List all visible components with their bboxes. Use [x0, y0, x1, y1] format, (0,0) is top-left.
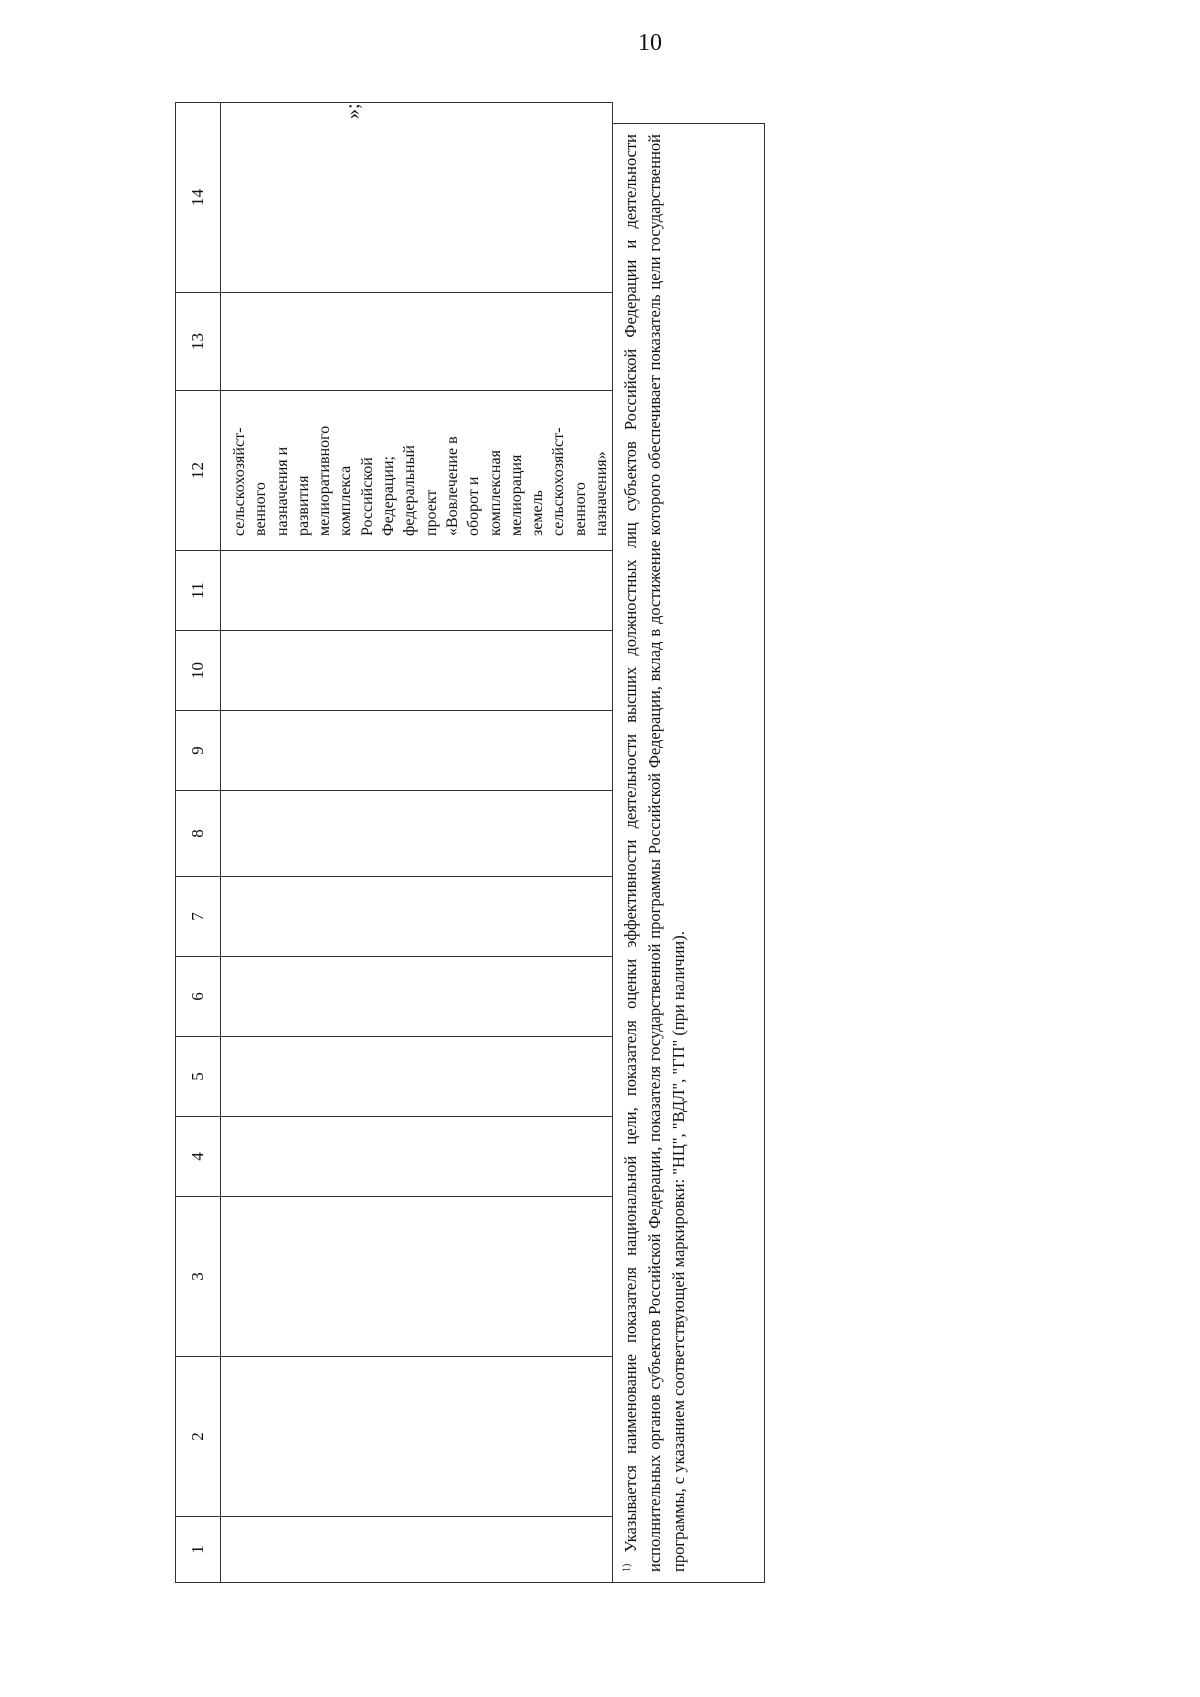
- cell-line: комплекса: [337, 465, 355, 536]
- table-cell: [221, 1517, 613, 1583]
- footnote: [613, 123, 765, 1583]
- footnote-text: Указывается наименование показателя национальной цели, показателя оценки эффективности деятельности высших должностных лиц субъектов Российской Федерации и деятельности исполнительных органов субъектов Российской Федерации, показателя государственной программы Российской Федерации, вклад в достижение которого обеспечивает показатель цели государственной программы, с указанием соответствующей маркировки: "НЦ", "ВДЛ", "ГП" (при наличии).: [621, 134, 689, 1572]
- column-header: 8: [176, 791, 221, 877]
- page-number: 10: [638, 30, 662, 56]
- cell-line: оборот и: [465, 476, 483, 536]
- rotated-table-block: [175, 103, 785, 1583]
- table-cell: [221, 1037, 613, 1117]
- indicators-table: [175, 102, 613, 1583]
- table-cell: [221, 103, 613, 293]
- column-header: 4: [176, 1117, 221, 1197]
- table-cell-col12: [221, 391, 613, 551]
- table-cell: [221, 791, 613, 877]
- cell-line: «Вовлечение в: [443, 436, 461, 536]
- cell-line: Федерации;: [380, 455, 398, 536]
- table-cell: [221, 293, 613, 391]
- cell-line: назначения и: [273, 446, 291, 536]
- cell-line: мелиорация: [507, 454, 525, 536]
- column-header: 12: [176, 391, 221, 551]
- cell-line: Российской: [358, 457, 376, 536]
- cell-line: венного: [252, 482, 270, 536]
- column-header: 14: [176, 103, 221, 293]
- table-cell: [221, 1117, 613, 1197]
- cell-line: комплексная: [486, 450, 504, 536]
- cell-line: мелиоративного: [316, 425, 334, 536]
- table-cell: [221, 551, 613, 631]
- column-header: 2: [176, 1357, 221, 1517]
- cell-line: земель: [529, 490, 547, 536]
- column-header: 6: [176, 957, 221, 1037]
- cell-line: назначения»: [593, 451, 611, 536]
- column-header: 7: [176, 877, 221, 957]
- cell-line: венного: [571, 482, 589, 536]
- cell-line: федеральный: [401, 445, 419, 536]
- table-cell: [221, 1357, 613, 1517]
- table-cell: [221, 957, 613, 1037]
- column-header: 10: [176, 631, 221, 711]
- cell-line: сельскохозяйст-: [550, 427, 568, 536]
- closing-quote: »;: [342, 103, 364, 119]
- table-cell: [221, 1197, 613, 1357]
- cell-line: проект: [422, 489, 440, 536]
- table-cell: [221, 877, 613, 957]
- column-header: 13: [176, 293, 221, 391]
- cell-line: сельскохозяйст-: [231, 427, 248, 536]
- column-header: 3: [176, 1197, 221, 1357]
- column-header: 1: [176, 1517, 221, 1583]
- column-header: 9: [176, 711, 221, 791]
- column-header: 11: [176, 551, 221, 631]
- table-row: [221, 103, 613, 1583]
- cell-line: развития: [294, 475, 312, 536]
- table-cell: [221, 631, 613, 711]
- footnote-marker: 1): [621, 1563, 633, 1572]
- column-number-row: [176, 103, 221, 1583]
- column-header: 5: [176, 1037, 221, 1117]
- table-cell: [221, 711, 613, 791]
